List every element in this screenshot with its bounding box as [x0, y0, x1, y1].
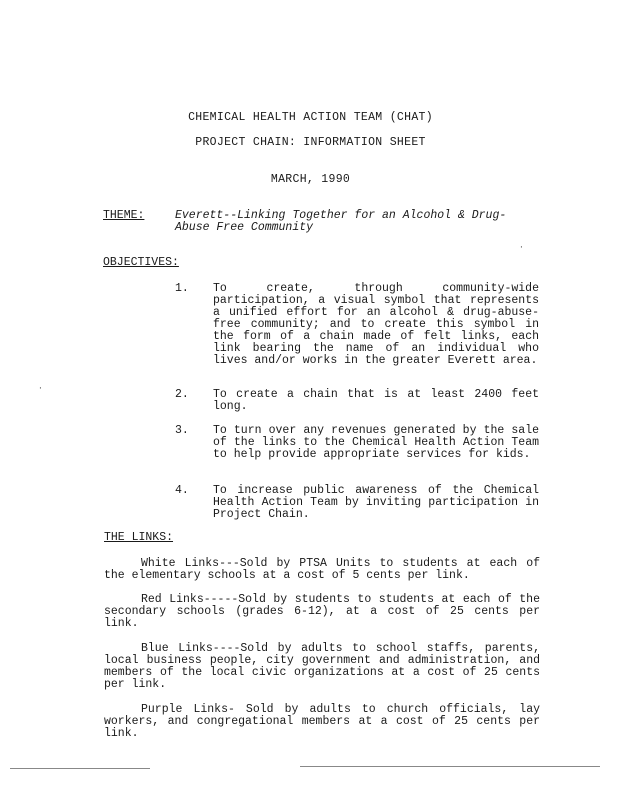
- document-date: MARCH, 1990: [270, 173, 351, 186]
- theme-label: THEME:: [103, 209, 145, 222]
- objective-number: 1.: [175, 282, 189, 295]
- objective-text: To turn over any revenues generated by the sale of the links to the Chemical Health Action Team to help provide appropriate services for kids.: [213, 424, 539, 461]
- objective-text: To create, through community-wide participation, a visual symbol that represents a unified effort for an alcohol & drug-abuse-free community; and to create this symbol in the form of a chain made of felt links, each link bearing the name of an individual who lives and/or works in the greater Everett area.: [213, 282, 539, 367]
- objective-text: To create a chain that is at least 2400 feet long.: [213, 388, 539, 413]
- scan-line: [300, 766, 600, 767]
- objective-number: 2.: [175, 388, 189, 401]
- objective-number: 3.: [175, 424, 189, 437]
- objective-text: To increase public awareness of the Chemical Health Action Team by inviting participation in Project Chain.: [213, 484, 539, 521]
- document-subtitle: PROJECT CHAIN: INFORMATION SHEET: [195, 136, 426, 149]
- links-paragraph: Purple Links- Sold by adults to church officials, lay workers, and congregational members at a cost of 25 cents per link.: [104, 703, 540, 740]
- document-title: CHEMICAL HEALTH ACTION TEAM (CHAT): [188, 111, 433, 124]
- links-paragraph: White Links---Sold by PTSA Units to students at each of the elementary schools at a cost of 5 cents per link.: [104, 557, 540, 582]
- objective-number: 4.: [175, 484, 189, 497]
- links-paragraph: Red Links-----Sold by students to students at each of the secondary schools (grades 6-12), at a cost of 25 cents per link.: [104, 593, 540, 630]
- scan-speck: ·: [38, 384, 43, 393]
- objectives-label: OBJECTIVES:: [103, 256, 179, 269]
- links-label: THE LINKS:: [104, 531, 174, 544]
- theme-text: Everett--Linking Together for an Alcohol & Drug-Abuse Free Community: [175, 209, 507, 234]
- scan-line: [10, 768, 150, 769]
- links-paragraph: Blue Links----Sold by adults to school staffs, parents, local business people, city government and administration, and members of the local civic organizations at a cost of 25 cents per link.: [104, 642, 540, 691]
- scan-speck: ·: [519, 243, 524, 252]
